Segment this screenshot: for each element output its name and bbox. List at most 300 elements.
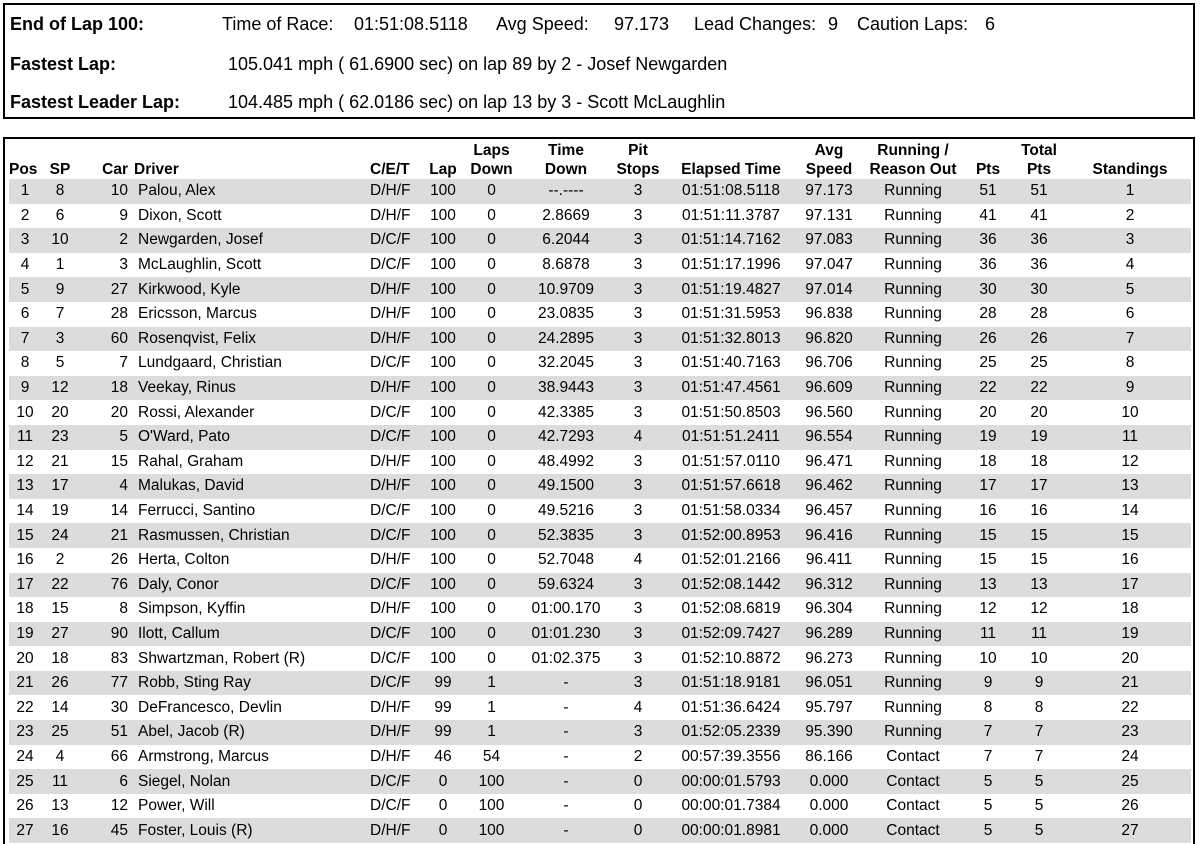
cell-elapsed-time: 00:00:01.5793 xyxy=(663,769,799,794)
cell-pos: 15 xyxy=(9,523,41,548)
table-row xyxy=(9,818,1191,843)
cell-status: Contact xyxy=(859,769,967,794)
cell-elapsed-time: 01:51:57.6618 xyxy=(663,474,799,499)
cell-pit-stops: 3 xyxy=(613,573,663,598)
cell-pts: 51 xyxy=(967,179,1009,204)
cell-pts: 18 xyxy=(979,452,997,470)
cell-avg-speed: 0.000 xyxy=(799,769,859,794)
cell-standings: 16 xyxy=(1121,551,1139,569)
cell-pit-stops: 3 xyxy=(613,376,663,401)
cell-car: 14 xyxy=(110,502,128,520)
cell-driver: Power, Will xyxy=(138,797,215,815)
cell-time-down: 48.4992 xyxy=(537,452,595,470)
cell-sp: 2 xyxy=(55,551,65,569)
table-row xyxy=(9,499,1191,524)
cell-total-pts: 16 xyxy=(1030,502,1048,520)
cell-driver: Lundgaard, Christian xyxy=(138,354,282,372)
cell-status: Running xyxy=(859,277,967,302)
cell-pts: 9 xyxy=(967,671,1009,696)
cell-pts: 19 xyxy=(967,425,1009,450)
table-row xyxy=(9,720,1191,745)
cell-elapsed-time: 01:52:01.2166 xyxy=(681,551,781,569)
cell-car: 15 xyxy=(110,452,128,470)
cell-pit-stops: 3 xyxy=(633,403,643,421)
cell-time-down: 23.0835 xyxy=(537,305,595,323)
cell-lap: 100 xyxy=(430,551,456,569)
cell-cet: D/C/F xyxy=(370,573,422,598)
cell-driver: DeFrancesco, Devlin xyxy=(138,698,282,716)
cell-driver: Rosenqvist, Felix xyxy=(134,327,370,352)
cell-time-down: 52.3835 xyxy=(519,523,613,548)
cell-pos: 21 xyxy=(9,671,41,696)
cell-laps-down: 0 xyxy=(487,600,496,618)
cell-pts: 30 xyxy=(967,277,1009,302)
cell-car: 21 xyxy=(79,523,134,548)
table-row xyxy=(9,745,1191,770)
cell-lap: 100 xyxy=(430,502,456,520)
cell-laps-down: 0 xyxy=(487,305,496,323)
col-elapsed-time: Elapsed Time xyxy=(681,161,781,178)
cell-standings: 8 xyxy=(1125,354,1135,372)
cell-driver: Simpson, Kyffin xyxy=(138,600,246,618)
cell-standings: 5 xyxy=(1069,277,1191,302)
cell-lap: 100 xyxy=(430,600,456,618)
cell-sp: 27 xyxy=(41,622,79,647)
cell-standings: 1 xyxy=(1069,179,1191,204)
cell-standings: 26 xyxy=(1121,797,1139,815)
cell-status: Running xyxy=(859,573,967,598)
cell-total-pts: 5 xyxy=(1034,797,1044,815)
cell-car: 3 xyxy=(119,256,128,274)
table-row xyxy=(9,671,1191,696)
table-row xyxy=(9,302,1191,327)
cell-car: 2 xyxy=(79,228,134,253)
cell-pos: 14 xyxy=(16,502,34,520)
cell-driver: Herta, Colton xyxy=(138,551,230,569)
cell-car: 7 xyxy=(119,354,128,372)
cell-cet: D/C/F xyxy=(370,425,422,450)
cell-cet: D/H/F xyxy=(370,600,411,618)
cell-pit-stops: 3 xyxy=(633,354,643,372)
cell-elapsed-time: 01:52:00.8953 xyxy=(663,523,799,548)
cell-time-down: 52.7048 xyxy=(537,551,595,569)
cell-avg-speed: 96.462 xyxy=(799,474,859,499)
cell-pit-stops: 0 xyxy=(613,769,663,794)
cell-cet: D/H/F xyxy=(370,452,411,470)
cell-car: 66 xyxy=(110,747,128,765)
cell-driver: Ilott, Callum xyxy=(134,622,370,647)
cell-pts: 16 xyxy=(979,502,997,520)
cell-status: Running xyxy=(859,425,967,450)
cell-total-pts: 9 xyxy=(1009,671,1069,696)
cell-pit-stops: 3 xyxy=(613,671,663,696)
cell-lap: 100 xyxy=(422,474,464,499)
cell-driver: Armstrong, Marcus xyxy=(138,747,269,765)
cell-pos: 23 xyxy=(9,720,41,745)
cell-pos: 7 xyxy=(9,327,41,352)
col-driver: Driver xyxy=(134,161,179,178)
cell-time-down: 24.2895 xyxy=(519,327,613,352)
col-standings: Standings xyxy=(1092,161,1168,178)
cell-lap: 100 xyxy=(422,573,464,598)
cell-pts: 25 xyxy=(979,354,997,372)
race-summary-box xyxy=(3,3,1195,119)
cell-cet: D/H/F xyxy=(370,327,422,352)
cell-laps-down: 0 xyxy=(464,179,519,204)
cell-sp: 20 xyxy=(51,403,69,421)
cell-sp: 18 xyxy=(51,649,69,667)
cell-driver: Rasmussen, Christian xyxy=(134,523,370,548)
cell-laps-down: 1 xyxy=(464,720,519,745)
cell-time-down: 8.6878 xyxy=(542,256,590,274)
table-row xyxy=(9,450,1191,475)
cell-pts: 5 xyxy=(967,818,1009,843)
cell-time-down: - xyxy=(519,818,613,843)
cell-laps-down: 0 xyxy=(487,452,496,470)
cell-cet: D/H/F xyxy=(370,305,411,323)
cell-car: 18 xyxy=(79,376,134,401)
cell-lap: 99 xyxy=(434,698,452,716)
fastest-leader-lap-value: 104.485 mph ( 62.0186 sec) on lap 13 by 3 - Scott McLaughlin xyxy=(228,92,726,112)
table-row xyxy=(9,351,1191,376)
cell-total-pts: 28 xyxy=(1030,305,1048,323)
cell-laps-down: 0 xyxy=(464,474,519,499)
cell-driver: Dixon, Scott xyxy=(138,206,222,224)
cell-pos: 18 xyxy=(16,600,34,618)
cell-pit-stops: 3 xyxy=(633,256,643,274)
cell-car: 12 xyxy=(110,797,128,815)
cell-standings: 17 xyxy=(1069,573,1191,598)
cell-status: Running xyxy=(884,256,942,274)
cell-laps-down: 54 xyxy=(482,747,501,765)
cell-car: 51 xyxy=(79,720,134,745)
cell-pts: 36 xyxy=(979,256,997,274)
table-row xyxy=(9,597,1191,622)
cell-pts: 28 xyxy=(979,305,997,323)
cell-total-pts: 5 xyxy=(1009,818,1069,843)
cell-lap: 100 xyxy=(430,354,456,372)
cell-standings: 14 xyxy=(1121,502,1139,520)
cell-cet: D/C/F xyxy=(370,502,411,520)
cell-standings: 18 xyxy=(1121,600,1139,618)
cell-total-pts: 5 xyxy=(1009,769,1069,794)
col-pos: Pos xyxy=(9,161,38,178)
cell-pos: 13 xyxy=(9,474,41,499)
cell-status: Running xyxy=(884,698,942,716)
cell-time-down: 01:00.170 xyxy=(531,600,601,618)
cell-pts: 36 xyxy=(967,228,1009,253)
cell-pts: 20 xyxy=(979,403,997,421)
cell-elapsed-time: 01:51:47.4561 xyxy=(663,376,799,401)
cell-time-down: 49.1500 xyxy=(519,474,613,499)
cell-pos: 26 xyxy=(16,797,34,815)
cell-lap: 0 xyxy=(438,797,448,815)
cell-elapsed-time: 00:00:01.8981 xyxy=(663,818,799,843)
cell-pit-stops: 3 xyxy=(613,622,663,647)
cell-status: Running xyxy=(859,720,967,745)
cell-pit-stops: 3 xyxy=(633,600,643,618)
cell-laps-down: 0 xyxy=(464,228,519,253)
cell-total-pts: 10 xyxy=(1030,649,1048,667)
cell-pit-stops: 3 xyxy=(613,523,663,548)
cell-driver: Siegel, Nolan xyxy=(134,769,370,794)
cell-standings: 27 xyxy=(1069,818,1191,843)
cell-car: 45 xyxy=(79,818,134,843)
cell-cet: D/H/F xyxy=(370,551,411,569)
caution-laps-label: Caution Laps: xyxy=(857,14,969,34)
cell-avg-speed: 96.312 xyxy=(799,573,859,598)
cell-standings: 13 xyxy=(1069,474,1191,499)
cell-laps-down: 0 xyxy=(464,376,519,401)
cell-status: Running xyxy=(884,403,942,421)
table-row xyxy=(9,400,1191,425)
cell-status: Running xyxy=(859,327,967,352)
cell-time-down: - xyxy=(563,698,569,716)
cell-car: 27 xyxy=(79,277,134,302)
cell-avg-speed: 96.051 xyxy=(799,671,859,696)
cell-standings: 4 xyxy=(1125,256,1135,274)
cell-pts: 8 xyxy=(983,698,993,716)
cell-elapsed-time: 01:51:58.0334 xyxy=(681,502,781,520)
cell-sp: 17 xyxy=(41,474,79,499)
table-row xyxy=(9,179,1191,204)
cell-cet: D/C/F xyxy=(370,256,411,274)
cell-pos: 17 xyxy=(9,573,41,598)
cell-pit-stops: 3 xyxy=(633,206,643,224)
cell-cet: D/H/F xyxy=(370,179,422,204)
cell-cet: D/H/F xyxy=(370,206,411,224)
cell-pos: 5 xyxy=(9,277,41,302)
header-row xyxy=(9,141,1191,179)
cell-pos: 8 xyxy=(20,354,30,372)
cell-cet: D/C/F xyxy=(370,403,411,421)
cell-total-pts: 8 xyxy=(1034,698,1044,716)
col-pts: Pts xyxy=(975,161,1001,178)
cell-avg-speed: 96.273 xyxy=(805,649,853,667)
cell-time-down: - xyxy=(563,797,569,815)
cell-avg-speed: 97.014 xyxy=(799,277,859,302)
results-table xyxy=(9,141,1191,843)
cell-pos: 25 xyxy=(9,769,41,794)
cell-sp: 25 xyxy=(41,720,79,745)
cell-cet: D/C/F xyxy=(370,797,411,815)
end-of-lap-label: End of Lap 100: xyxy=(10,14,145,34)
cell-lap: 100 xyxy=(430,649,456,667)
cell-car: 5 xyxy=(79,425,134,450)
cell-avg-speed: 96.411 xyxy=(805,551,853,569)
table-row xyxy=(9,573,1191,598)
cell-car: 10 xyxy=(79,179,134,204)
cell-standings: 23 xyxy=(1069,720,1191,745)
cell-cet: D/H/F xyxy=(370,818,422,843)
cell-pit-stops: 3 xyxy=(613,720,663,745)
results-box xyxy=(3,137,1195,844)
cell-time-down: --.---- xyxy=(519,179,613,204)
cell-time-down: 32.2045 xyxy=(537,354,595,372)
cell-laps-down: 0 xyxy=(487,502,496,520)
cell-sp: 8 xyxy=(41,179,79,204)
cell-total-pts: 22 xyxy=(1009,376,1069,401)
cell-avg-speed: 96.554 xyxy=(799,425,859,450)
cell-time-down: - xyxy=(519,769,613,794)
cell-pit-stops: 3 xyxy=(613,327,663,352)
cell-standings: 3 xyxy=(1069,228,1191,253)
cell-car: 20 xyxy=(110,403,128,421)
avg-speed-value: 97.173 xyxy=(614,14,670,34)
cell-elapsed-time: 01:51:08.5118 xyxy=(663,179,799,204)
cell-avg-speed: 97.131 xyxy=(805,206,853,224)
table-row xyxy=(9,425,1191,450)
cell-elapsed-time: 01:51:57.0110 xyxy=(682,452,780,470)
cell-cet: D/H/F xyxy=(370,277,422,302)
col-lap: Lap xyxy=(429,161,457,178)
cell-standings: 20 xyxy=(1121,649,1139,667)
cell-pos: 1 xyxy=(9,179,41,204)
cell-sp: 12 xyxy=(41,376,79,401)
cell-time-down: 42.3385 xyxy=(537,403,595,421)
cell-lap: 100 xyxy=(430,452,456,470)
cell-avg-speed: 97.173 xyxy=(799,179,859,204)
cell-pit-stops: 3 xyxy=(633,452,643,470)
cell-avg-speed: 96.304 xyxy=(805,600,853,618)
cell-elapsed-time: 01:52:10.8872 xyxy=(681,649,781,667)
results-body xyxy=(9,179,1191,843)
cell-driver: Ferrucci, Santino xyxy=(138,502,256,520)
cell-laps-down: 1 xyxy=(464,671,519,696)
cell-lap: 46 xyxy=(434,747,452,765)
cell-car: 76 xyxy=(79,573,134,598)
cell-total-pts: 7 xyxy=(1009,720,1069,745)
cell-pos: 4 xyxy=(20,256,30,274)
cell-sp: 6 xyxy=(55,206,65,224)
col-running: Running / Reason Out xyxy=(869,142,957,178)
cell-pos: 27 xyxy=(9,818,41,843)
cell-status: Running xyxy=(884,452,942,470)
cell-car: 8 xyxy=(119,600,128,618)
table-row xyxy=(9,253,1191,278)
cell-status: Running xyxy=(859,228,967,253)
cell-lap: 100 xyxy=(430,256,456,274)
cell-cet: D/C/F xyxy=(370,671,422,696)
cell-sp: 11 xyxy=(41,769,79,794)
cell-driver: Ericsson, Marcus xyxy=(138,305,257,323)
cell-status: Running xyxy=(859,179,967,204)
time-of-race-value: 01:51:08.5118 xyxy=(354,14,468,34)
cell-sp: 15 xyxy=(51,600,69,618)
cell-total-pts: 18 xyxy=(1030,452,1048,470)
cell-avg-speed: 97.047 xyxy=(805,256,853,274)
cell-pit-stops: 3 xyxy=(633,305,643,323)
cell-car: 28 xyxy=(110,305,128,323)
table-row xyxy=(9,474,1191,499)
cell-pts: 11 xyxy=(967,622,1009,647)
cell-standings: 21 xyxy=(1069,671,1191,696)
cell-driver: Robb, Sting Ray xyxy=(134,671,370,696)
cell-driver: Rahal, Graham xyxy=(138,452,244,470)
cell-pts: 12 xyxy=(979,600,997,618)
cell-total-pts: 15 xyxy=(1009,523,1069,548)
cell-laps-down: 0 xyxy=(464,327,519,352)
cell-laps-down: 100 xyxy=(464,818,519,843)
cell-total-pts: 19 xyxy=(1009,425,1069,450)
cell-lap: 0 xyxy=(422,818,464,843)
cell-sp: 21 xyxy=(51,452,69,470)
cell-sp: 3 xyxy=(41,327,79,352)
cell-time-down: 6.2044 xyxy=(519,228,613,253)
cell-lap: 100 xyxy=(422,327,464,352)
cell-total-pts: 13 xyxy=(1009,573,1069,598)
cell-total-pts: 15 xyxy=(1030,551,1048,569)
cell-standings: 9 xyxy=(1069,376,1191,401)
cell-status: Running xyxy=(859,523,967,548)
cell-avg-speed: 96.457 xyxy=(805,502,853,520)
table-row xyxy=(9,695,1191,720)
table-row xyxy=(9,523,1191,548)
cell-pos: 24 xyxy=(16,747,34,765)
col-car: Car xyxy=(102,161,128,178)
cell-standings: 10 xyxy=(1121,403,1139,421)
cell-avg-speed: 96.416 xyxy=(799,523,859,548)
cell-pts: 7 xyxy=(983,747,993,765)
cell-status: Running xyxy=(859,376,967,401)
cell-cet: D/C/F xyxy=(370,649,411,667)
cell-pit-stops: 3 xyxy=(613,474,663,499)
cell-pts: 13 xyxy=(967,573,1009,598)
cell-lap: 100 xyxy=(422,622,464,647)
cell-lap: 100 xyxy=(430,305,456,323)
cell-driver: Malukas, David xyxy=(134,474,370,499)
cell-cet: D/C/F xyxy=(370,228,422,253)
cell-sp: 1 xyxy=(55,256,65,274)
cell-time-down: - xyxy=(519,671,613,696)
cell-driver: Veekay, Rinus xyxy=(134,376,370,401)
cell-pit-stops: 4 xyxy=(633,551,643,569)
cell-pit-stops: 2 xyxy=(633,747,643,765)
cell-avg-speed: 0.000 xyxy=(799,818,859,843)
cell-pts: 5 xyxy=(967,769,1009,794)
cell-cet: D/C/F xyxy=(370,523,422,548)
cell-lap: 100 xyxy=(422,179,464,204)
cell-total-pts: 41 xyxy=(1030,206,1048,224)
cell-driver: Abel, Jacob (R) xyxy=(134,720,370,745)
cell-sp: 16 xyxy=(41,818,79,843)
cell-total-pts: 11 xyxy=(1009,622,1069,647)
cell-driver: McLaughlin, Scott xyxy=(138,256,262,274)
cell-pos: 16 xyxy=(16,551,34,569)
cell-lap: 100 xyxy=(422,376,464,401)
cell-pit-stops: 3 xyxy=(633,502,643,520)
cell-pos: 20 xyxy=(16,649,34,667)
cell-car: 60 xyxy=(79,327,134,352)
col-time-down: Time Down xyxy=(544,142,588,178)
cell-pts: 22 xyxy=(967,376,1009,401)
cell-cet: D/H/F xyxy=(370,698,411,716)
cell-driver: Kirkwood, Kyle xyxy=(134,277,370,302)
cell-standings: 2 xyxy=(1125,206,1135,224)
cell-status: Running xyxy=(884,649,942,667)
cell-sp: 7 xyxy=(55,305,65,323)
cell-cet: D/C/F xyxy=(370,354,411,372)
cell-pts: 17 xyxy=(967,474,1009,499)
cell-total-pts: 25 xyxy=(1030,354,1048,372)
cell-laps-down: 0 xyxy=(464,573,519,598)
cell-time-down: - xyxy=(563,747,569,765)
cell-total-pts: 30 xyxy=(1009,277,1069,302)
cell-total-pts: 51 xyxy=(1009,179,1069,204)
cell-lap: 100 xyxy=(422,523,464,548)
cell-pit-stops: 3 xyxy=(613,179,663,204)
cell-status: Running xyxy=(884,502,942,520)
